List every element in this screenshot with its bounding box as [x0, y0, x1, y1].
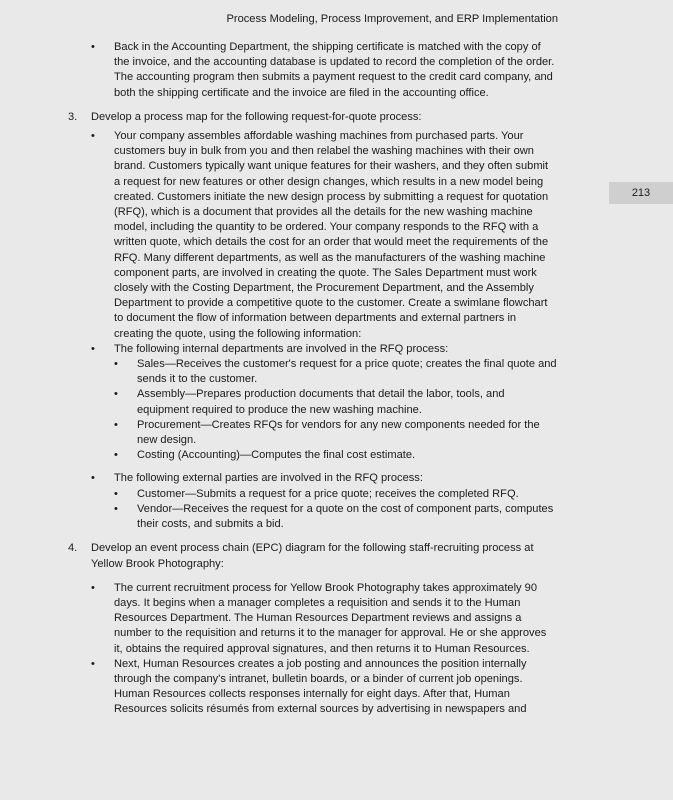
item-3-bullet-external-intro: • The following external parties are involved in the RFQ process:: [0, 471, 557, 486]
intro-bullet: • Back in the Accounting Department, the shipping certificate is matched with the copy of the invoice, and the accounting database is updated to record the completion of the order. The accounting program then submits a payment request to the credit card company, and both the shipping certificate and the invoice are filed in the accounting office.: [0, 40, 557, 101]
item-4-bullet-posting: • Next, Human Resources creates a job posting and announces the position internally through the company's intranet, bulletin boards, or a binder of current job openings. Human Resources collects responses internally for eight days. After that, Human Resources solicits résumés from external sources by advertising in newspapers and: [0, 657, 557, 718]
external-party-customer: • Customer—Submits a request for a price quote; receives the completed RFQ.: [0, 487, 557, 502]
item-4-heading: [0, 541, 557, 571]
internal-dept-procurement: • Procurement—Creates RFQs for vendors for any new components needed for the new design.: [0, 418, 557, 448]
internal-dept-costing: • Costing (Accounting)—Computes the final cost estimate.: [0, 448, 557, 463]
item-4-bullet-recruitment: • The current recruitment process for Yellow Brook Photography takes approximately 90 days. It begins when a manager completes a requisition and sends it to the Human Resources Department. The Human Resources Department reviews and assigns a number to the requisition and returns it to the manager for approval. He or she approves it, obtains the required approval signatures, and then returns it to Human Resources.: [0, 581, 557, 657]
running-header: Process Modeling, Process Improvement, and ERP Implementation: [226, 13, 558, 25]
internal-dept-sales: • Sales—Receives the customer's request for a price quote; creates the final quote and sends it to the customer.: [0, 357, 557, 387]
page-body: [0, 40, 673, 718]
item-3-bullet-internal-intro: • The following internal departments are involved in the RFQ process:: [0, 342, 557, 357]
page-number-tab: 213: [609, 182, 673, 204]
item-3-heading: [0, 110, 557, 125]
external-party-vendor: • Vendor—Receives the request for a quote on the cost of component parts, computes their costs, and submits a bid.: [0, 502, 557, 532]
item-4-number: 4.: [68, 542, 78, 555]
item-3-number: 3.: [68, 110, 78, 123]
item-3-title: Develop a process map for the following request-for-quote process:: [91, 110, 422, 123]
item-4-title: Develop an event process chain (EPC) diagram for the following staff-recruiting process at Yellow Brook Photography:: [91, 542, 534, 570]
internal-dept-assembly: • Assembly—Prepares production documents that detail the labor, tools, and equipment required to produce the new washing machine.: [0, 387, 557, 417]
item-3-bullet-scenario: • Your company assembles affordable washing machines from purchased parts. Your customers buy in bulk from you and then relabel the washing machines with their own brand. Customers typically want unique features for their washers, and they often submit a request for new features or other design changes, which results in a new model being created. Customers initiate the new design process by submitting a request for quotation (RFQ), which is a document that provides all the details for the new washing machine model, including the quantity to be ordered. Your company responds to the RFQ with a written quote, which details the cost for an order that would meet the requirements of the RFQ. Many different departments, as well as the manufacturers of the washing machine component parts, are involved in creating the quote. The Sales Department must work closely with the Costing Department, the Procurement Department, and the Assembly Department to provide a competitive quote to the customer. Create a swimlane flowchart to document the flow of information between departments and external partners in creating the quote, using the following information:: [0, 129, 557, 342]
